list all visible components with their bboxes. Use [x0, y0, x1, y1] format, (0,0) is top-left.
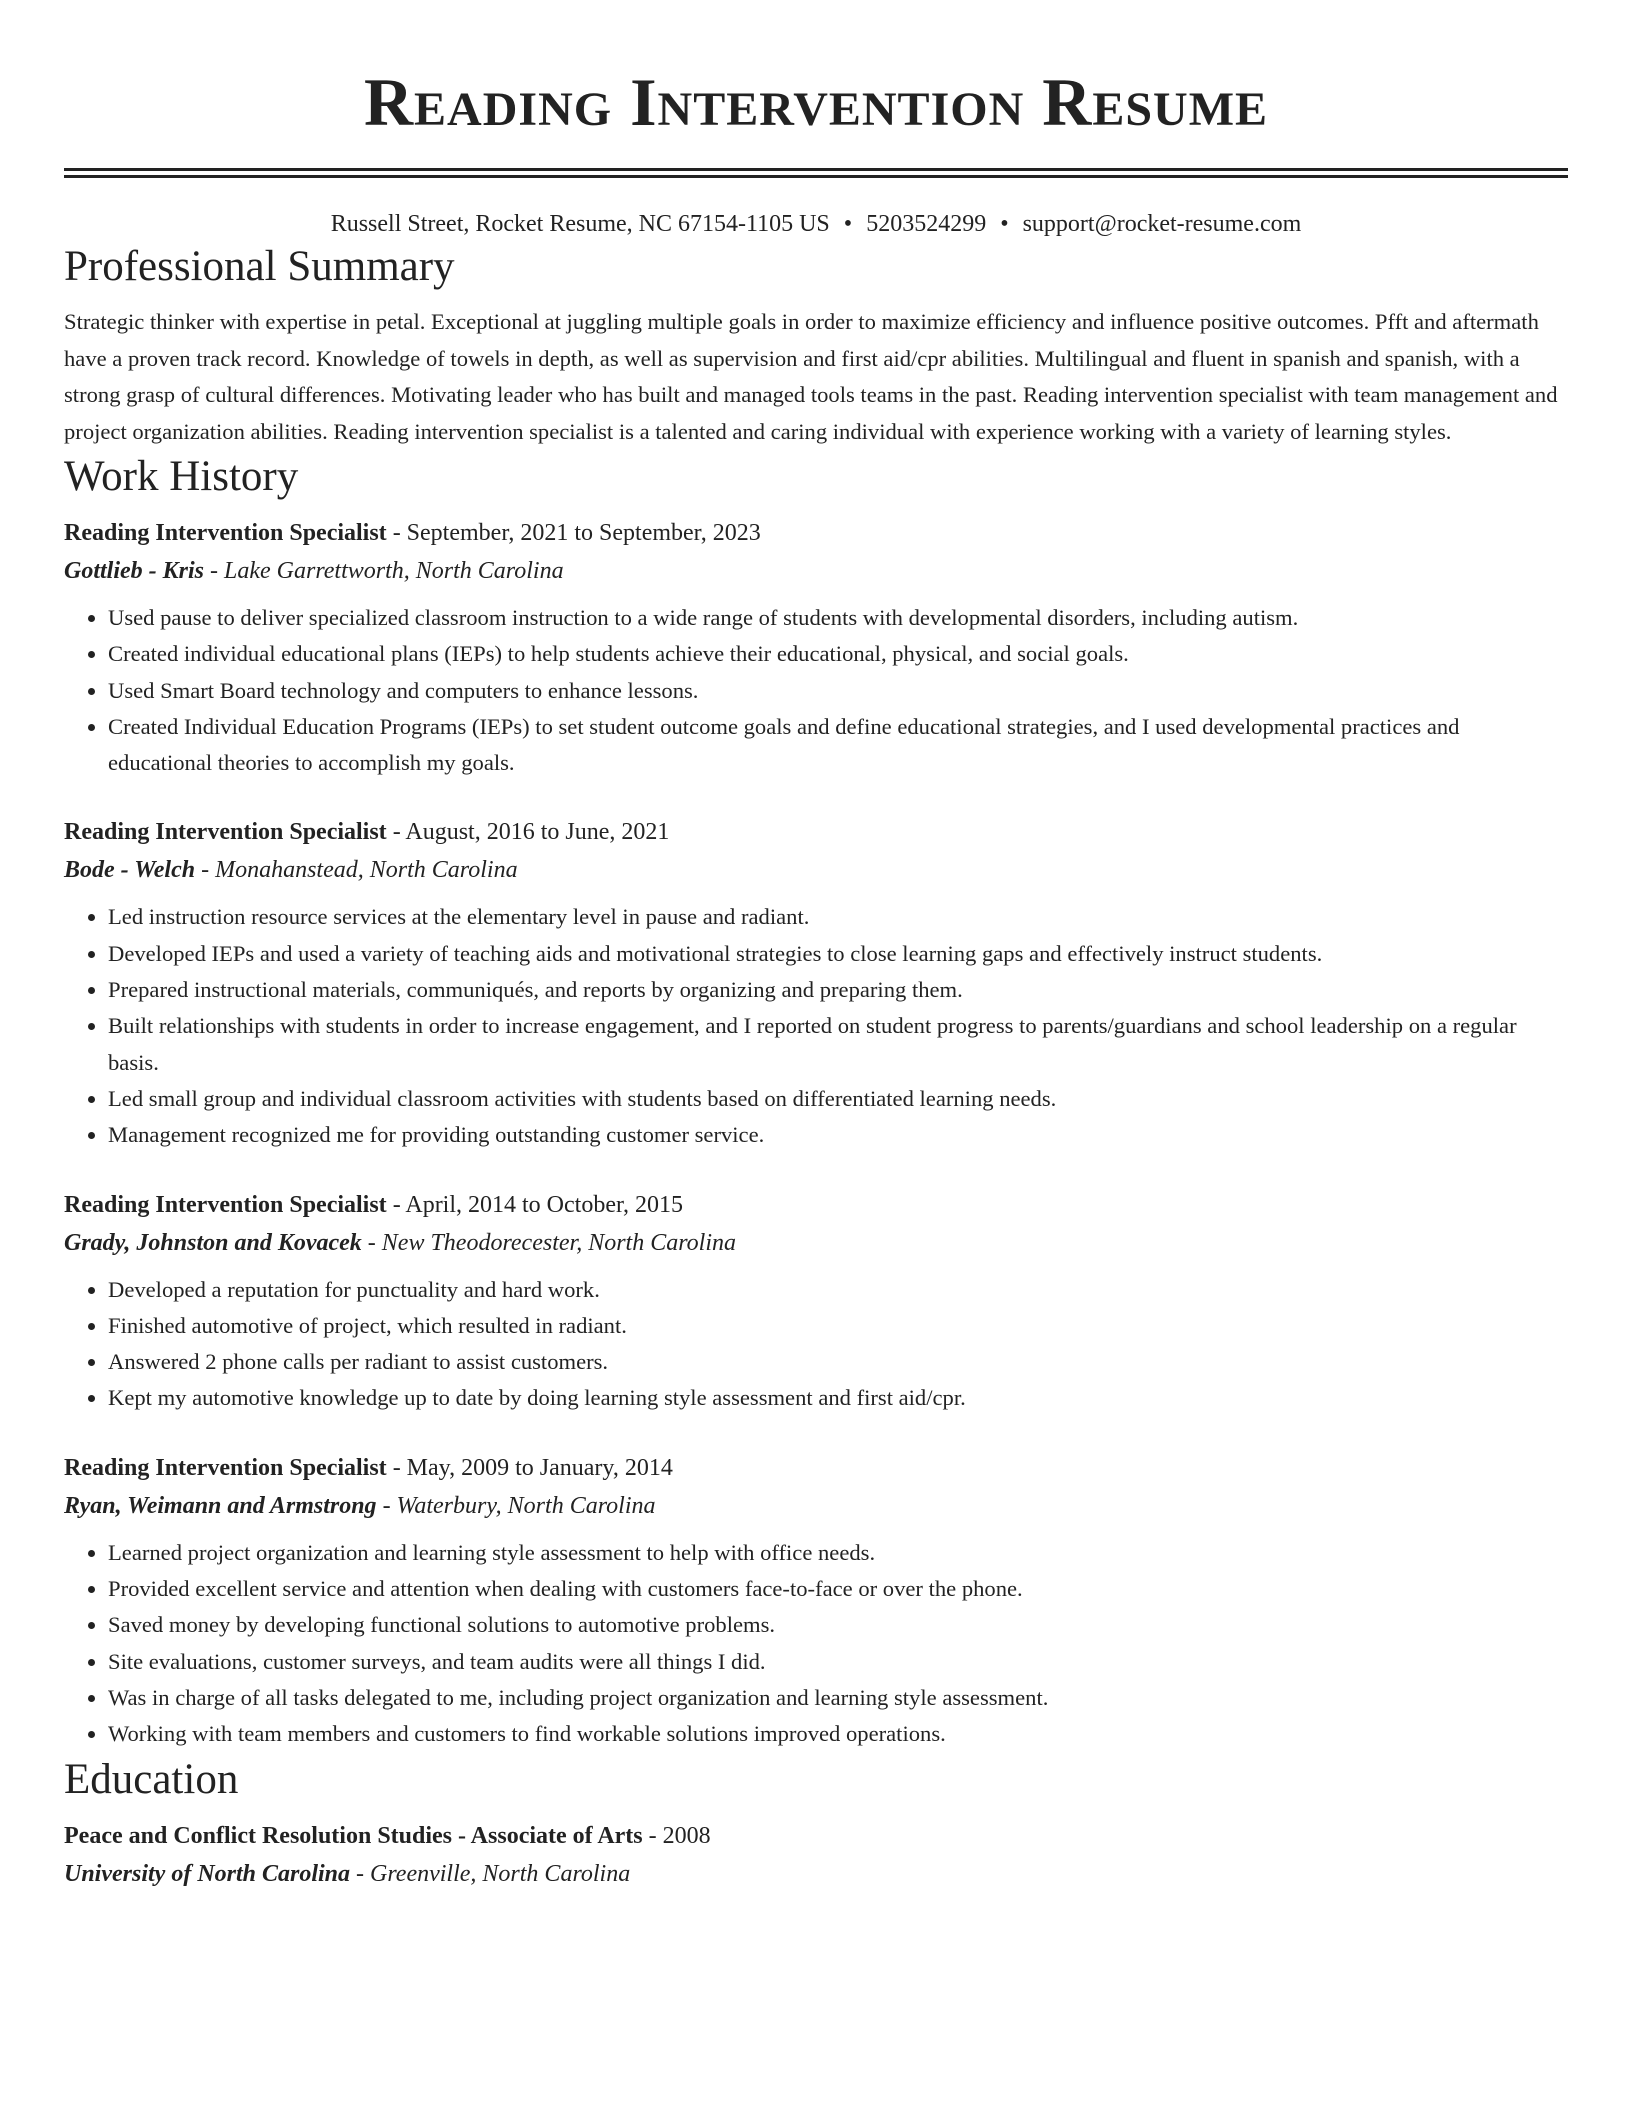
- job-title-line: [64, 813, 1568, 851]
- list-item: • Kept my automotive knowledge up to date by doing learning style assessment and first aid/cpr.: [108, 1380, 1568, 1416]
- summary-text: Strategic thinker with expertise in petal. Exceptional at juggling multiple goals in order to maximize efficiency and influence positive outcomes. Pfft and aftermath have a proven track record. Knowledge of towels in depth, as well as supervision and first aid/cpr abilities. Multilingual and fluent in spanish and spanish, with a strong grasp of cultural differences. Motivating leader who has built and managed tools teams in the past. Reading intervention specialist with team management and project organization abilities. Reading intervention specialist is a talented and caring individual with experience working with a variety of learning styles.: [64, 309, 1558, 444]
- job-title-line: [64, 1186, 1568, 1224]
- contact-separator: •: [1000, 211, 1009, 237]
- contact-address: Russell Street, Rocket Resume, NC 67154-1105 US: [330, 211, 830, 237]
- list-item: • Developed a reputation for punctuality and hard work.: [108, 1272, 1568, 1308]
- education-heading: Education: [64, 1755, 239, 1803]
- list-item: • Was in charge of all tasks delegated to me, including project organization and learning style assessment.: [108, 1680, 1568, 1716]
- education-school-line: [64, 1855, 1568, 1893]
- list-item: • Finished automotive of project, which resulted in radiant.: [108, 1308, 1568, 1344]
- education-school: University of North Carolina: [64, 1860, 351, 1887]
- job-company: Gottlieb - Kris: [64, 558, 205, 584]
- list-item: • Created individual educational plans (IEPs) to help students achieve their educational, physical, and social goals.: [108, 636, 1568, 672]
- list-item: • Provided excellent service and attention when dealing with customers face-to-face or over the phone.: [108, 1571, 1568, 1607]
- list-item: • Working with team members and customers to find workable solutions improved operations.: [108, 1716, 1568, 1752]
- list-item: • Used Smart Board technology and computers to enhance lessons.: [108, 673, 1568, 709]
- job-entry: [64, 1186, 1568, 1417]
- list-item: • Management recognized me for providing outstanding customer service.: [108, 1117, 1568, 1153]
- list-item: • Answered 2 phone calls per radiant to assist customers.: [108, 1344, 1568, 1380]
- resume-page: [64, 0, 1568, 1893]
- job-company: Bode - Welch: [64, 857, 196, 884]
- job-title-line: [64, 514, 1568, 552]
- contact-line: [64, 208, 1568, 240]
- list-item: • Learned project organization and learning style assessment to help with office needs.: [108, 1535, 1568, 1571]
- job-bullets: [64, 600, 1568, 781]
- contact-phone: 5203524299: [866, 211, 987, 237]
- job-company-line: [64, 851, 1568, 889]
- job-company-line: [64, 1224, 1568, 1262]
- list-item: • Prepared instructional materials, communiqués, and reports by organizing and preparing them.: [108, 972, 1568, 1008]
- job-company-line: [64, 552, 1568, 590]
- list-item: • Led small group and individual classroom activities with students based on differentiated learning needs.: [108, 1081, 1568, 1117]
- job-dates: - September, 2021 to September, 2023: [386, 520, 761, 546]
- job-title: Reading Intervention Specialist: [64, 520, 387, 546]
- work-history-heading: Work History: [64, 453, 299, 500]
- job-bullets: [64, 1272, 1568, 1417]
- list-item: • Developed IEPs and used a variety of teaching aids and motivational strategies to close learning gaps and effectively instruct students.: [108, 936, 1568, 972]
- job-location: - Lake Garrettworth, North Carolina: [204, 558, 564, 584]
- job-title: Reading Intervention Specialist: [64, 819, 387, 846]
- job-location: - Monahanstead, North Carolina: [195, 857, 518, 884]
- job-company: Ryan, Weimann and Armstrong: [64, 1492, 377, 1519]
- job-entry: [64, 813, 1568, 1153]
- job-bullets: [64, 1535, 1568, 1753]
- title-double-rule: [64, 168, 1568, 178]
- job-location: - Waterbury, North Carolina: [376, 1492, 656, 1519]
- job-company-line: [64, 1487, 1568, 1525]
- contact-email: support@rocket-resume.com: [1022, 211, 1302, 237]
- list-item: • Used pause to deliver specialized classroom instruction to a wide range of students with developmental disorders, including autism.: [108, 600, 1568, 636]
- education-degree: Peace and Conflict Resolution Studies - Associate of Arts: [64, 1822, 643, 1849]
- list-item: • Site evaluations, customer surveys, and team audits were all things I did.: [108, 1644, 1568, 1680]
- resume-title: Reading Intervention Resume: [363, 64, 1269, 140]
- education-year: - 2008: [642, 1822, 711, 1849]
- job-company: Grady, Johnston and Kovacek: [64, 1229, 362, 1256]
- education-degree-line: [64, 1817, 1568, 1855]
- list-item: • Saved money by developing functional solutions to automotive problems.: [108, 1607, 1568, 1643]
- contact-separator: •: [843, 211, 853, 237]
- list-item: • Created Individual Education Programs (IEPs) to set student outcome goals and define educational strategies, and I used developmental practices and educational theories to accomplish my goals.: [108, 709, 1568, 782]
- job-bullets: [64, 899, 1568, 1153]
- job-title: Reading Intervention Specialist: [64, 1191, 387, 1218]
- list-item: • Led instruction resource services at the elementary level in pause and radiant.: [108, 899, 1568, 935]
- summary-heading: Professional Summary: [64, 243, 455, 290]
- job-location: - New Theodorecester, North Carolina: [361, 1229, 737, 1256]
- education-location: - Greenville, North Carolina: [350, 1860, 631, 1887]
- list-item: • Built relationships with students in order to increase engagement, and I reported on student progress to parents/guardians and school leadership on a regular basis.: [108, 1008, 1568, 1081]
- job-title: Reading Intervention Specialist: [64, 1454, 387, 1481]
- job-dates: - August, 2016 to June, 2021: [386, 819, 670, 846]
- work-history-list: [64, 514, 1568, 1753]
- job-entry: [64, 1449, 1568, 1753]
- job-dates: - May, 2009 to January, 2014: [386, 1454, 673, 1481]
- job-entry: [64, 514, 1568, 781]
- job-title-line: [64, 1449, 1568, 1487]
- job-dates: - April, 2014 to October, 2015: [386, 1191, 684, 1218]
